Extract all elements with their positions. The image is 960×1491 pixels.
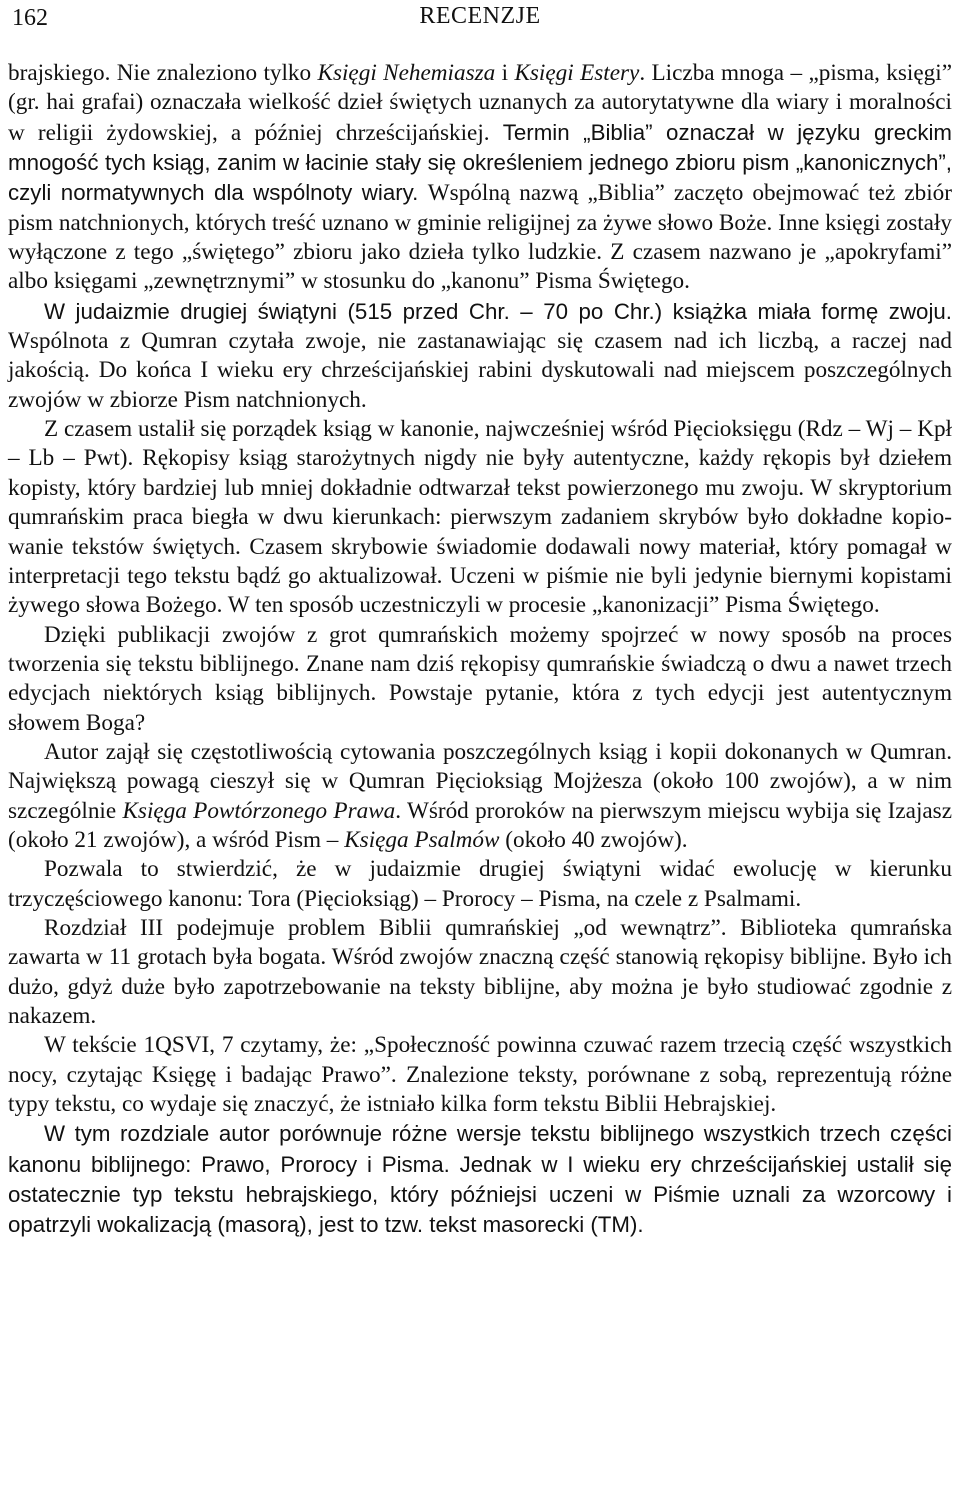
body-text xyxy=(8,59,952,1241)
paragraph xyxy=(8,1119,952,1240)
text-segment: . Liczba mnoga – „pisma, księgi” (gr. hai grafai) oznaczała wielkość dzieł świętych uznanych za autorytatywne dla wiary i moralności w religii żydowskiej, a później chrześcijańskiej. xyxy=(8,60,952,146)
text-segment: Rozdział III podejmuje problem Biblii qumrańskiej „od wewnątrz”. Biblioteka qumrańska zawarta w 11 grotach była bogata. Wśród zwojów znaczną część stanowią rękopisy biblijne. Było ich dużo, gdyż duże było zapotrzebowanie na teksty biblijne, aby można je było studiować zgodnie z nakazem. xyxy=(8,914,952,1029)
text-segment: Wspólnota z Qumran czytała zwoje, nie zastanawiając się czasem nad ich liczbą, a raczej nad jakością. Do końca I wieku ery chrześcijańskiej rabini dyskutowali nad miejscem poszczególnych zwojów w zbiorze Pism natchnionych. xyxy=(8,328,952,413)
header-title: RECENZJE xyxy=(419,3,541,29)
text-segment: i xyxy=(495,60,515,86)
paragraph xyxy=(8,914,952,1031)
text-segment: Autor zajął się częstotliwością cytowania poszczególnych ksiąg i kopii dokonanych w Qumran. Największą powagą cieszył się w Qumran Pięcioksiąg Mojżesza (około 100 zwojów), a w nim szczególnie xyxy=(8,738,952,824)
text-segment: W tym rozdziale autor porównuje różne wersje tekstu biblijnego wszystkich trzech części kanonu biblijnego: Prawo, Prorocy i Pisma. Jednak w I wieku ery chrześcijańskiej ustalił się ostatecznie typ tekstu hebrajskiego, który późniejsi uczeni w Piśmie uznali za wzorcowy i opatrzyli wokalizacją (masorą), jest to tzw. tekst masorecki (TM). xyxy=(8,1121,952,1238)
text-segment: Dzięki publikacji zwojów z grot qumrańskich możemy spojrzeć w nowy sposób na proces tworzenia się tekstu biblijnego. Znane nam dziś rękopisy qumrańskie świadczą o dwu a nawet trzech edycjach niektórych ksiąg biblijnych. Powstaje pytanie, która z tych edycji jest autentycznym słowem Boga? xyxy=(8,621,952,736)
italic-title: Księgi Nehemiasza xyxy=(317,60,496,86)
running-head xyxy=(8,0,952,40)
text-segment: W tekście 1QSVI, 7 czytamy, że: „Społeczność powinna czuwać razem trzecią część wszystkich nocy, czytając Księgę i badając Prawo”. Znalezione teksty, porównane z sobą, reprezentują różne typy tekstu, co wydaje się znaczyć, że istniało kilka form tekstu Biblii Hebrajskiej. xyxy=(8,1032,952,1118)
paragraph xyxy=(8,621,952,738)
text-segment: Termin „Biblia” oznaczał w języku greckim mnogość tych ksiąg, zanim w łacinie stały się określeniem jednego zbioru pism „kanonicznych”, czyli normatywnych dla wspólnoty wiary. xyxy=(8,119,952,206)
paragraph xyxy=(8,59,952,297)
text-segment: Pozwala to stwierdzić, że w judaizmie drugiej świątyni widać ewolucję w kierunku trzyczęściowego kanonu: Tora (Pięcioksiąg) – Prorocy – Pisma, na czele z Psalmami. xyxy=(8,856,952,912)
paragraph xyxy=(8,855,952,914)
page-number: 162 xyxy=(12,5,48,31)
text-segment: brajskiego. Nie znaleziono tylko xyxy=(8,60,318,86)
italic-title: Księga Psalmów xyxy=(344,826,500,853)
paragraph xyxy=(8,738,952,855)
paragraph xyxy=(8,1031,952,1119)
text-segment: (około 40 zwojów). xyxy=(499,826,688,853)
text-segment: . Wśród proroków na pierwszym miejscu wybija się Izajasz (około 21 zwojów), a wśród Pism – xyxy=(8,797,952,853)
italic-title: Księgi Estery xyxy=(514,60,640,86)
paragraph xyxy=(8,415,952,620)
text-segment: W judaizmie drugiej świątyni (515 przed Chr. – 70 po Chr.) książka miała formę zwoju. xyxy=(44,298,952,324)
text-segment: Wspólną nazwą „Biblia” zaczęto obejmować też zbiór pism natchnionych, których treść uznano w gminie religijnej za żywe słowo Boże. Inne księgi zostały wyłączone z tego „świętego” zbioru jako dzieła tylko ludzkie. Z czasem nazwano je „apokryfami” albo księgami „zewnętrznymi” w stosunku do „kanonu” Pisma Świętego. xyxy=(8,180,952,295)
italic-title: Księga Powtórzonego Prawa xyxy=(122,797,396,824)
text-segment: Z czasem ustalił się porządek ksiąg w kanonie, najwcześniej wśród Pięcioksięgu (Rdz – Wj – Kpł – Lb – Pwt). Rękopisy ksiąg starożytnych nigdy nie były autentyczne, każdy rękopis był dziełem kopisty, który bardziej lub mniej dokładnie odtwarzał tekst powierzonego mu zwoju. W skryptorium qumrańskim praca biegła w dwu kierunkach: pierwszym zadaniem skrybów było dokładne kopiowanie tekstów świętych. Czasem skrybowie świadomie dodawali nowy materiał, który pomagał w interpretacji tego tekstu bądź go aktualizował. Uczeni w piśmie nie byli jedynie biernymi kopistami żywego słowa Bożego. W ten sposób uczestniczyli w procesie „kanonizacji” Pisma Świętego. xyxy=(8,416,952,619)
paragraph xyxy=(8,297,952,415)
